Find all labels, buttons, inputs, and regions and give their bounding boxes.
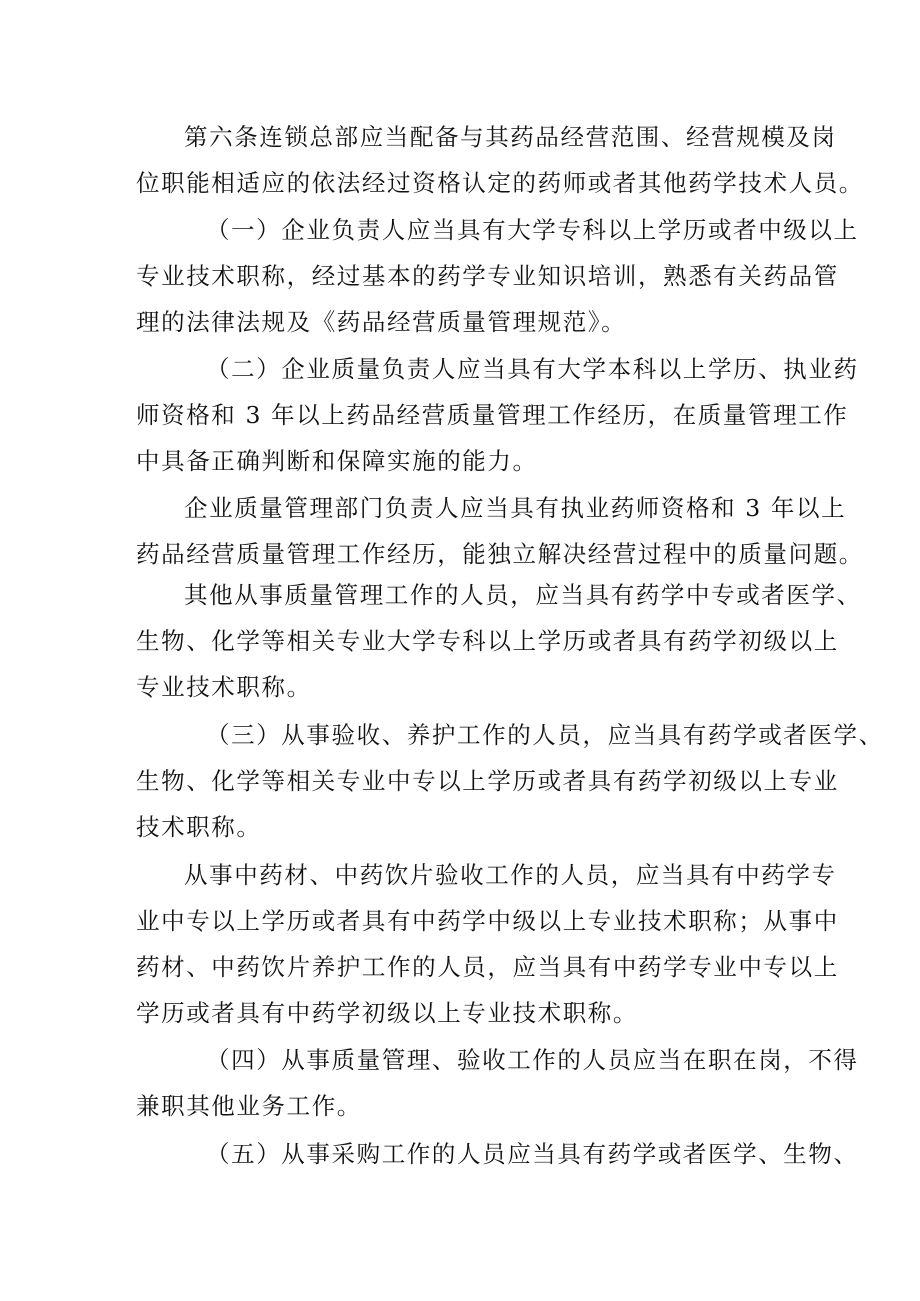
text-line: 从事中药材、中药饮片验收工作的人员，应当具有中药学专: [184, 861, 837, 889]
text-line: 位职能相适应的依法经过资格认定的药师或者其他药学技术人员。: [136, 169, 864, 197]
text-line: 企业质量管理部门负责人应当具有执业药师资格和 3 年以上: [184, 494, 847, 522]
text-line: 生物、化学等相关专业大学专科以上学历或者具有药学初级以上: [136, 627, 839, 655]
text-line: （一）企业负责人应当具有大学专科以上学历或者中级以上: [206, 216, 859, 244]
paragraph-item-1: [0, 207, 920, 345]
text-line: 技术职称。: [136, 813, 262, 841]
paragraph-herbal-staff: [0, 852, 920, 1036]
text-line: （五）从事采购工作的人员应当具有药学或者医学、生物、: [206, 1140, 859, 1168]
text-line: 理的法律法规及《药品经营质量管理规范》。: [136, 308, 627, 336]
paragraph-article-6: [0, 114, 920, 206]
text-line: 其他从事质量管理工作的人员，应当具有药学中专或者医学、: [184, 581, 862, 609]
text-line: 第六条连锁总部应当配备与其药品经营范围、经营规模及岗: [184, 123, 837, 151]
text-line: 业中专以上学历或者具有中药学中级以上专业技术职称；从事中: [136, 907, 839, 935]
paragraph-item-5: [0, 1131, 920, 1177]
text-line: （二）企业质量负责人应当具有大学本科以上学历、执业药: [206, 355, 859, 383]
text-line: 药材、中药饮片养护工作的人员，应当具有中药学专业中专以上: [136, 953, 839, 981]
text-line: 药品经营质量管理工作经历，能独立解决经营过程中的质量问题。: [136, 540, 864, 568]
text-line: 中具备正确判断和保障实施的能力。: [136, 447, 538, 475]
text-line: 专业技术职称。: [136, 673, 312, 701]
text-line: 专业技术职称，经过基本的药学专业知识培训，熟悉有关药品管: [136, 262, 839, 290]
paragraph-item-2: [0, 346, 920, 484]
paragraph-item-4: [0, 1037, 920, 1129]
text-line: （三）从事验收、养护工作的人员，应当具有药学或者医学、: [206, 721, 884, 749]
paragraph-quality-dept-head: [0, 485, 920, 577]
text-line: （四）从事质量管理、验收工作的人员应当在职在岗，不得: [206, 1046, 859, 1074]
paragraph-item-3: [0, 712, 920, 850]
text-line: 师资格和 3 年以上药品经营质量管理工作经历，在质量管理工作: [136, 401, 849, 429]
paragraph-other-quality-staff: [0, 572, 920, 710]
text-line: 学历或者具有中药学初级以上专业技术职称。: [136, 999, 638, 1027]
text-line: 兼职其他业务工作。: [136, 1092, 362, 1120]
text-line: 生物、化学等相关专业中专以上学历或者具有药学初级以上专业: [136, 767, 839, 795]
